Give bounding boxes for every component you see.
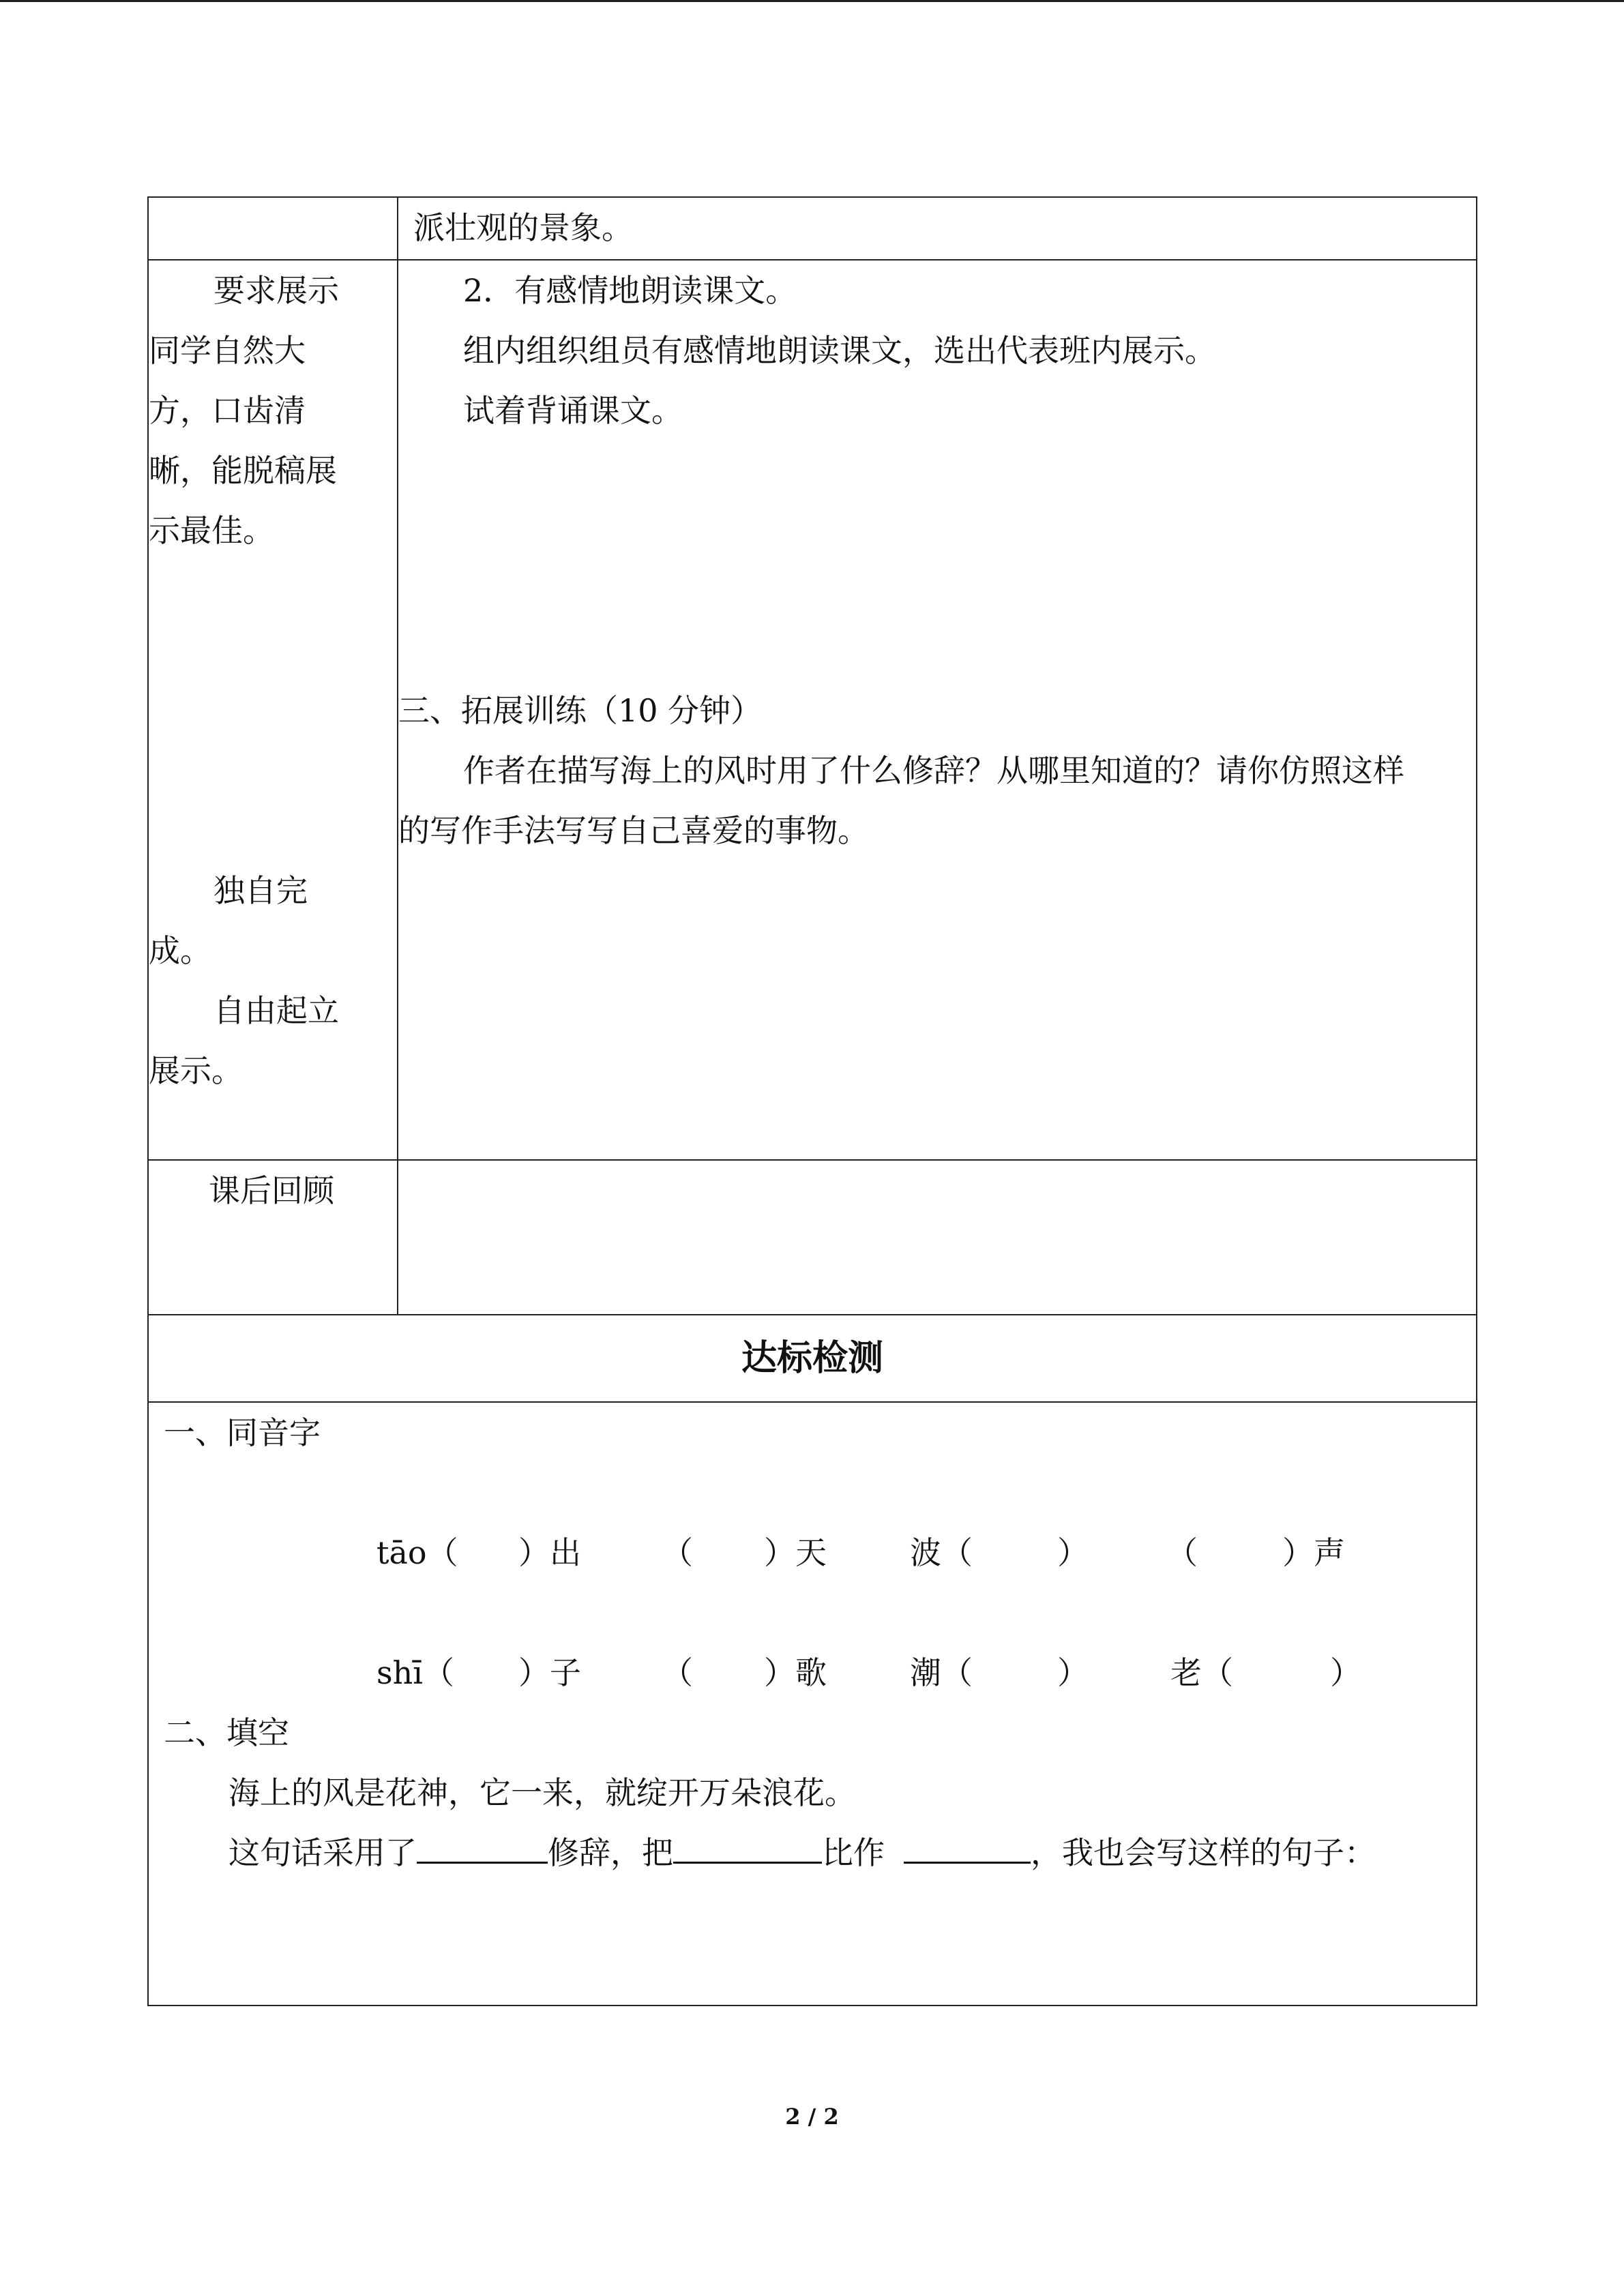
- lesson-table: [147, 196, 1477, 2006]
- row1-item: 波（: [910, 1534, 973, 1571]
- note-line: 独自完: [213, 872, 308, 909]
- table-row: [148, 1160, 1477, 1315]
- note-line: 晰，能脱稿展: [149, 452, 337, 489]
- fill-text: ，我也会写这样的句子：: [1031, 1834, 1376, 1871]
- note-line: 要求展示: [213, 272, 339, 309]
- top-border: [0, 0, 1624, 2]
- part2-title: 二、填空: [164, 1714, 289, 1751]
- item2-title: 2．有感情地朗读课文。: [463, 272, 797, 309]
- test-cell: [148, 1402, 1477, 2006]
- fill-text: 这句话采用了: [228, 1834, 417, 1871]
- section3-line: 的写作手法写写自己喜爱的事物。: [398, 812, 869, 849]
- note-line: 同学自然大: [149, 332, 306, 369]
- fill-text: 比作: [822, 1834, 885, 1871]
- item2-line: 试着背诵课文。: [463, 392, 683, 429]
- row2-item: ）子: [518, 1654, 581, 1691]
- heading-cell: [148, 1315, 1477, 1402]
- activity-cell: [398, 260, 1477, 1160]
- note-line: 示最佳。: [149, 512, 274, 549]
- review-label: 课后回顾: [209, 1172, 334, 1209]
- homophone-row: [164, 1523, 1476, 1583]
- note-line: 成。: [149, 932, 211, 969]
- sentence: 海上的风是花神，它一来，就绽开万朵浪花。: [228, 1774, 856, 1811]
- page-number: 2 / 2: [785, 2104, 839, 2130]
- row1-item: tāo（: [377, 1534, 458, 1571]
- section3-line: 作者在描写海上的风时用了什么修辞？从哪里知道的？请你仿照这样: [463, 752, 1404, 789]
- blank-line[interactable]: [673, 1832, 822, 1864]
- part1-title: 一、同音字: [164, 1414, 321, 1451]
- row1-item: （: [662, 1534, 693, 1571]
- note-line: 展示。: [149, 1052, 243, 1089]
- note-line: 方，口齿清: [149, 392, 306, 429]
- item2-line: 组内组织组员有感情地朗读课文，选出代表班内展示。: [463, 332, 1216, 369]
- fill-in-line: [164, 1823, 1476, 1883]
- row1-item: ）: [1057, 1534, 1089, 1571]
- left-cell-empty: [148, 197, 398, 260]
- review-label-cell: [148, 1160, 398, 1315]
- homophone-row: [164, 1643, 1476, 1703]
- table-row: [148, 1402, 1477, 2006]
- fill-text: 修辞，把: [548, 1834, 673, 1871]
- row2-item: shī（: [377, 1654, 454, 1691]
- blank-line[interactable]: [417, 1832, 548, 1864]
- continued-text: 派壮观的景象。: [413, 209, 633, 246]
- row1-item: ）天: [764, 1534, 827, 1571]
- row2-item: （: [662, 1654, 693, 1691]
- row2-item: 老（: [1170, 1654, 1233, 1691]
- row2-item: ）: [1330, 1654, 1361, 1691]
- section-heading: 达标检测: [741, 1338, 883, 1379]
- row2-item: ）: [1057, 1654, 1089, 1691]
- blank-line[interactable]: [904, 1832, 1031, 1864]
- note-line: 自由起立: [213, 992, 339, 1029]
- section3-title: 三、拓展训练（10 分钟）: [398, 692, 763, 729]
- review-content-cell: [398, 1160, 1477, 1315]
- row2-item: ）歌: [764, 1654, 827, 1691]
- table-row: [148, 1315, 1477, 1402]
- table-row: [148, 260, 1477, 1160]
- table-row: [148, 197, 1477, 260]
- row1-item: ）出: [518, 1534, 581, 1571]
- right-cell: [398, 197, 1477, 260]
- row1-item: ）声: [1282, 1534, 1345, 1571]
- row2-item: 潮（: [910, 1654, 973, 1691]
- row1-item: （: [1166, 1534, 1198, 1571]
- left-notes-cell: [148, 260, 398, 1160]
